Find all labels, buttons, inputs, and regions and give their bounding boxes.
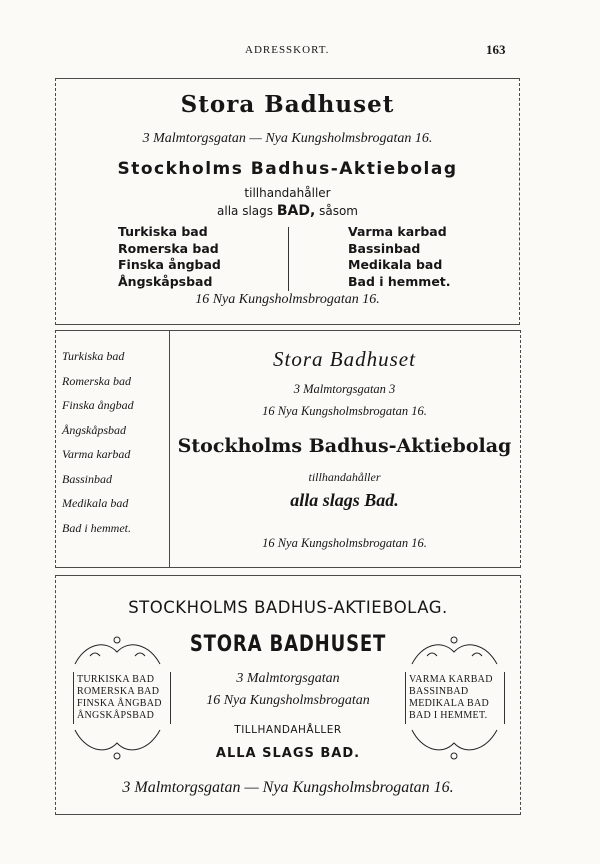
list-item: ÅNGSKÅPSBAD [77, 710, 155, 721]
ad2-holds-text: tillhandahåller [308, 470, 381, 484]
list-item: Bassinbad [348, 240, 421, 256]
ad2-sorts-text: alla slags Bad. [290, 490, 399, 510]
ad1-sorts-post: såsom [319, 204, 358, 218]
list-item: Finska ångbad [118, 257, 221, 272]
list-item: BASSINBAD [409, 686, 469, 697]
ad2-main-panel [169, 331, 520, 567]
ad3-sorts-text: ALLA SLAGS BAD. [215, 746, 361, 761]
advertisement-2 [55, 330, 521, 568]
running-title: ADRESSKORT. [245, 44, 330, 56]
list-item: Varma karbad [62, 447, 131, 461]
ad1-footer-address: 16 Nya Kungsholmsbrogatan 16. [195, 292, 380, 307]
scroll-ornament-icon [407, 634, 502, 670]
advertisement-1 [55, 78, 520, 325]
ad1-company-name: Stockholms Badhus-Aktiebolag [117, 159, 458, 179]
list-item: Turkiska bad [118, 224, 208, 239]
list-item: Finska ångbad [62, 398, 134, 412]
list-item: FINSKA ÅNGBAD [77, 698, 162, 709]
list-item: Turkiska bad [62, 349, 125, 363]
ad2-footer-address: 16 Nya Kungsholmsbrogatan 16. [262, 536, 427, 550]
ad2-sidebar [56, 331, 170, 567]
list-item: Medikala bad [348, 257, 443, 272]
ad3-title: STORA BADHUSET [189, 632, 387, 657]
ad1-bath-list-right [348, 224, 451, 290]
ad3-holds-text: TILLHANDAHÅLLER [234, 724, 342, 736]
advertisement-3 [55, 575, 521, 815]
ad1-holds-text: tillhandahåller [244, 186, 331, 200]
list-item: Ångskåpsbad [118, 273, 213, 289]
list-item: Romerska bad [62, 373, 131, 388]
list-item: Ångskåpsbad [62, 422, 126, 437]
ad1-column-divider [288, 227, 289, 291]
list-item: Romerska bad [118, 240, 219, 256]
list-item: Bassinbad [62, 471, 113, 486]
list-item: BAD I HEMMET. [409, 710, 488, 721]
ad2-address-1: 3 Malmtorgsgatan 3 [293, 382, 396, 396]
ad3-footer-address: 3 Malmtorgsgatan — Nya Kungsholmsbrogatan 16. [122, 779, 454, 796]
list-item: Bad i hemmet. [348, 273, 451, 289]
list-item: MEDIKALA BAD [409, 698, 489, 709]
scroll-ornament-icon [70, 634, 165, 670]
ad1-title: Stora Badhuset [180, 91, 395, 118]
list-item: Medikala bad [62, 496, 129, 510]
list-item: TURKISKA BAD [77, 674, 155, 685]
ad1-address: 3 Malmtorgsgatan — Nya Kungsholmsbrogatan 16. [142, 131, 433, 146]
list-item: VARMA KARBAD [409, 674, 493, 685]
ad2-company-name: Stockholms Badhus-Aktiebolag [177, 435, 512, 457]
ad3-address-2: 16 Nya Kungsholmsbrogatan [206, 693, 370, 708]
page-number: 163 [486, 42, 506, 57]
ad1-sorts-line [56, 203, 519, 219]
ad3-address-1: 3 Malmtorgsgatan [236, 671, 340, 686]
ad3-company-name: STOCKHOLMS BADHUS-AKTIEBOLAG. [128, 598, 448, 617]
list-item: ROMERSKA BAD [77, 686, 160, 697]
ad2-bath-list [62, 344, 134, 540]
ad1-sorts-bad: BAD, [276, 203, 316, 219]
ad2-title: Stora Badhuset [273, 347, 416, 371]
list-item: Bad i hemmet. [62, 520, 131, 535]
ad1-sorts-pre: alla slags [217, 204, 273, 218]
ad2-address-2: 16 Nya Kungsholmsbrogatan 16. [262, 404, 427, 418]
ad1-bath-list-left [118, 224, 221, 290]
list-item: Varma karbad [348, 224, 447, 239]
